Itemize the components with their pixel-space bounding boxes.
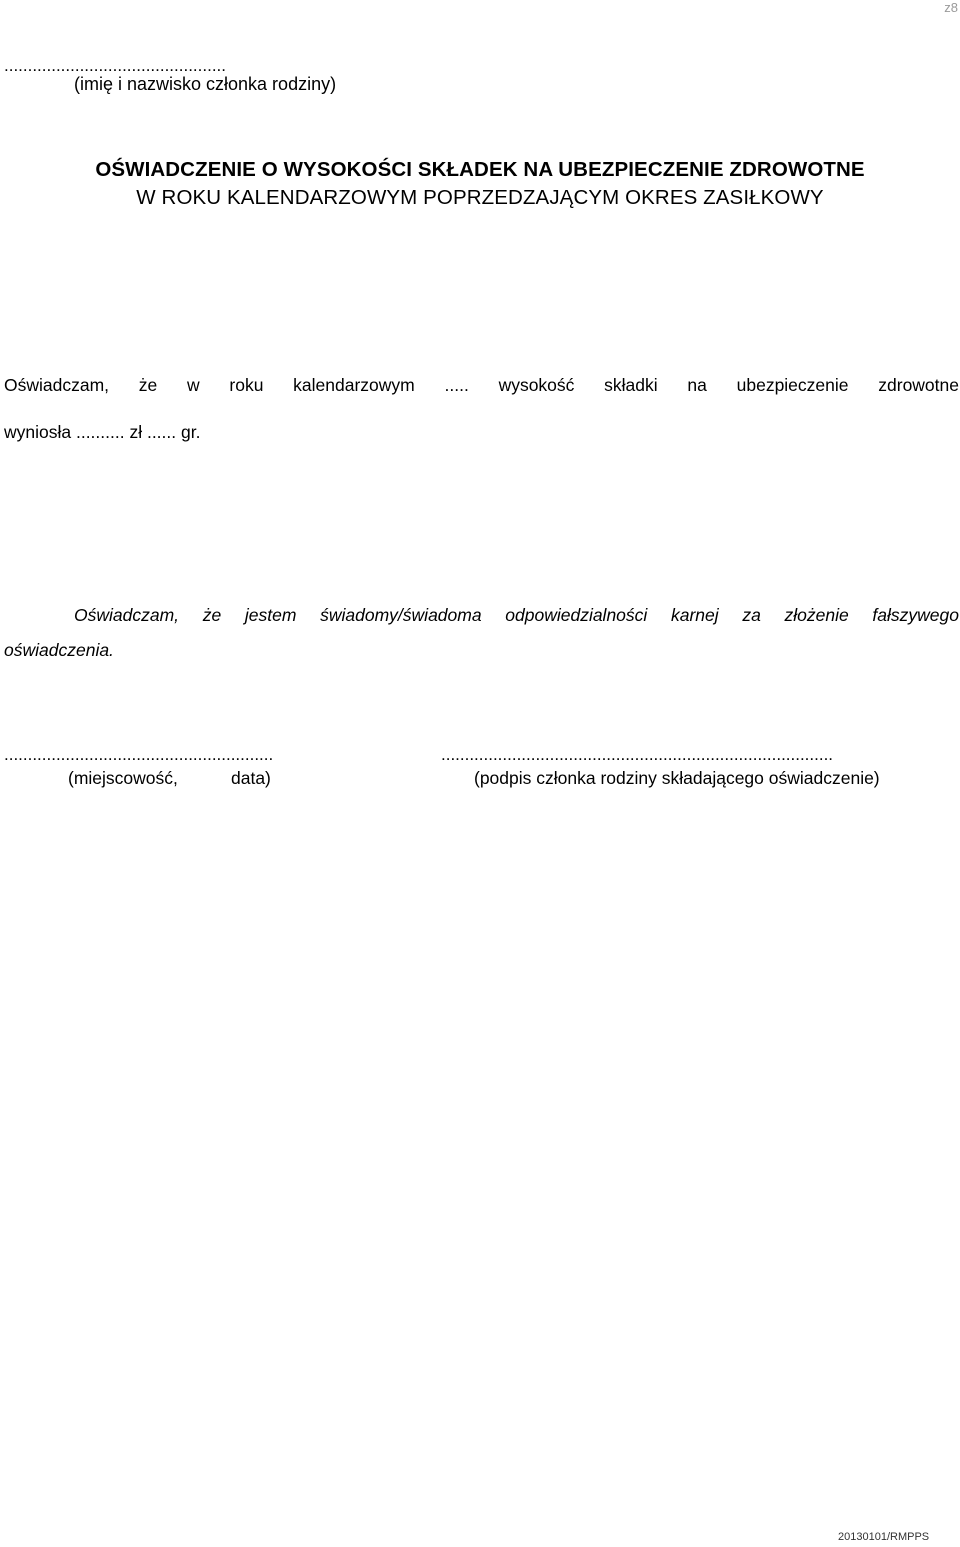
page-tag: z8	[944, 0, 958, 15]
statement-line1: Oświadczam, że w roku kalendarzowym ..... wysokość składki na ubezpieczenie zdrowotne	[4, 375, 959, 395]
name-caption: (imię i nazwisko członka rodziny)	[74, 74, 337, 94]
liability-line1: Oświadczam, że jestem świadomy/świadoma odpowiedzialności karnej za złożenie fałszywego	[74, 605, 959, 625]
footer-code: 20130101/RMPPS	[838, 1531, 930, 1543]
signature-caption: (podpis członka rodziny składającego oświadczenie)	[474, 768, 880, 788]
statement-line2: wyniosła .......... zł ...... gr.	[4, 422, 201, 442]
place-caption: (miejscowość,	[68, 768, 178, 788]
place-date-dots: .........................................................	[4, 745, 274, 764]
signature-dots: ...................................................................................	[441, 745, 834, 764]
date-caption: data)	[231, 768, 271, 788]
document-title-line2: W ROKU KALENDARZOWYM POPRZEDZAJĄCYM OKRES ZASIŁKOWY	[136, 186, 824, 209]
name-dots-line: ...............................................	[4, 56, 226, 75]
document-title-line1: OŚWIADCZENIE O WYSOKOŚCI SKŁADEK NA UBEZPIECZENIE ZDROWOTNE	[95, 158, 865, 181]
liability-line2: oświadczenia.	[4, 640, 114, 660]
